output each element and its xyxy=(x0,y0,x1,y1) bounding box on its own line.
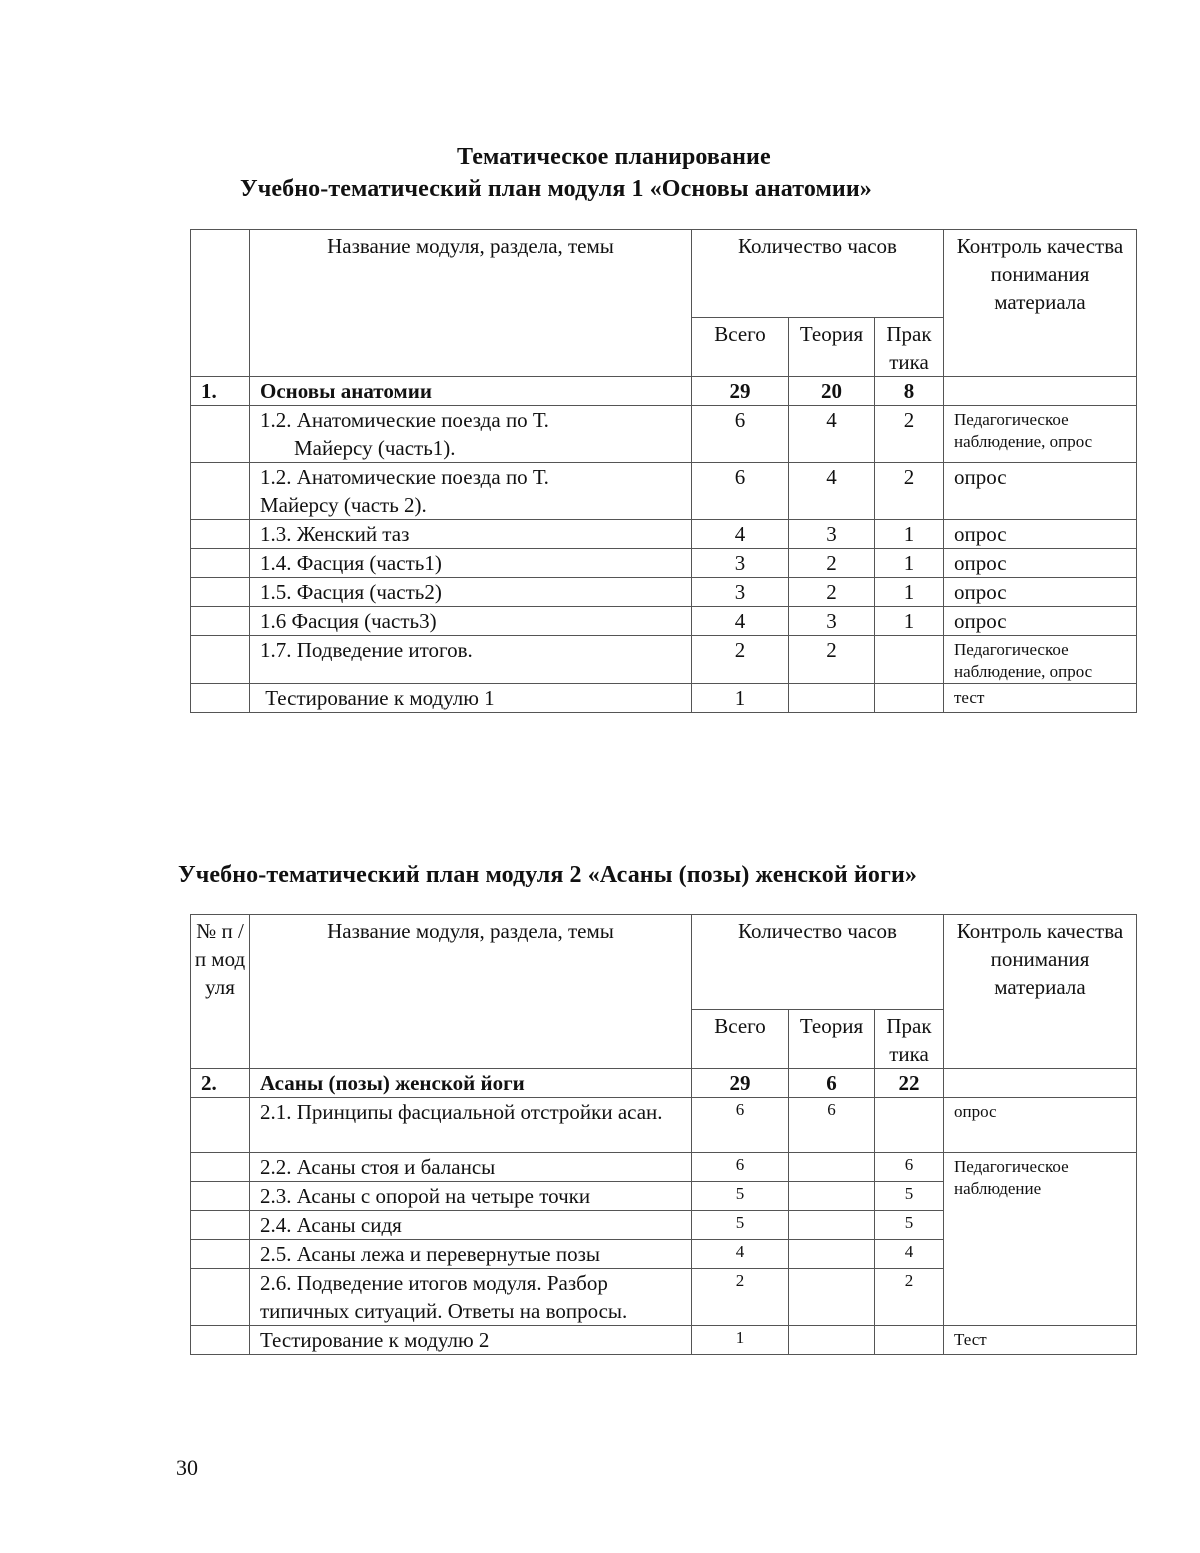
row-name: Тестирование к модулю 1 xyxy=(250,684,692,713)
row-total: 1 xyxy=(692,1326,789,1355)
row-name: 2.2. Асаны стоя и балансы xyxy=(250,1153,692,1182)
row-name: 1.4. Фасция (часть1) xyxy=(250,549,692,578)
table-row xyxy=(191,578,1137,607)
table-row xyxy=(191,636,1137,684)
row-practice xyxy=(875,636,944,684)
table-row xyxy=(191,684,1137,713)
row-total: 6 xyxy=(692,406,789,463)
row-total: 6 xyxy=(692,1153,789,1182)
row-practice xyxy=(875,1098,944,1153)
page-number: 30 xyxy=(176,1455,198,1480)
row-name: 2.1. Принципы фасциальной отстройки асан. xyxy=(250,1098,692,1153)
row-control: опрос xyxy=(944,549,1137,578)
module1-title: Учебно-тематический план модуля 1 «Основы анатомии» xyxy=(240,176,872,202)
row-practice: 1 xyxy=(875,549,944,578)
row-index xyxy=(191,1240,250,1269)
row-name-line1: 1.2. Анатомические поезда по Т. xyxy=(260,408,549,432)
module2-title: Учебно-тематический план модуля 2 «Асаны (позы) женской йоги» xyxy=(178,862,917,888)
summary-name: Основы анатомии xyxy=(250,377,692,406)
row-name xyxy=(250,406,692,463)
row-name: 2.4. Асаны сидя xyxy=(250,1211,692,1240)
header-index: № п /п мод уля xyxy=(191,915,250,1069)
module1-table xyxy=(190,229,1137,713)
row-theory xyxy=(789,684,875,713)
row-index xyxy=(191,406,250,463)
module2-table xyxy=(190,914,1137,1355)
summary-index: 2. xyxy=(191,1069,250,1098)
row-control: опрос xyxy=(944,520,1137,549)
row-total: 4 xyxy=(692,520,789,549)
header-practice: Прак тика xyxy=(875,1010,944,1069)
row-name: 2.3. Асаны с опорой на четыре точки xyxy=(250,1182,692,1211)
summary-name: Асаны (позы) женской йоги xyxy=(250,1069,692,1098)
header-total: Всего xyxy=(692,318,789,377)
row-index xyxy=(191,1182,250,1211)
row-index xyxy=(191,1211,250,1240)
row-name-line1: 1.2. Анатомические поезда по Т. xyxy=(260,465,549,489)
row-index xyxy=(191,549,250,578)
row-practice: 5 xyxy=(875,1182,944,1211)
header-theory: Теория xyxy=(789,318,875,377)
row-name: 2.5. Асаны лежа и перевернутые позы xyxy=(250,1240,692,1269)
header-name: Название модуля, раздела, темы xyxy=(250,230,692,377)
row-index xyxy=(191,463,250,520)
row-total: 4 xyxy=(692,607,789,636)
row-theory xyxy=(789,1182,875,1211)
header-hours: Количество часов xyxy=(692,230,944,318)
row-control: Тест xyxy=(944,1326,1137,1355)
row-theory: 4 xyxy=(789,463,875,520)
table-row xyxy=(191,520,1137,549)
row-practice: 2 xyxy=(875,463,944,520)
header-hours: Количество часов xyxy=(692,915,944,1010)
row-total: 4 xyxy=(692,1240,789,1269)
header-practice: Прак тика xyxy=(875,318,944,377)
row-total: 6 xyxy=(692,1098,789,1153)
row-name: 1.7. Подведение итогов. xyxy=(250,636,692,684)
row-name: 2.6. Подведение итогов модуля. Разбор типичных ситуаций. Ответы на вопросы. xyxy=(250,1269,692,1326)
row-theory: 6 xyxy=(789,1098,875,1153)
row-practice: 6 xyxy=(875,1153,944,1182)
table-row xyxy=(191,406,1137,463)
row-index xyxy=(191,1098,250,1153)
row-control-merged: Педагогическое наблюдение xyxy=(944,1153,1137,1326)
table-row xyxy=(191,463,1137,520)
row-theory: 2 xyxy=(789,578,875,607)
row-index xyxy=(191,1269,250,1326)
row-theory: 3 xyxy=(789,520,875,549)
header-index xyxy=(191,230,250,377)
row-control: опрос xyxy=(944,1098,1137,1153)
row-index xyxy=(191,1326,250,1355)
row-theory: 3 xyxy=(789,607,875,636)
row-name-line2: Майерсу (часть1). xyxy=(294,436,456,460)
row-index xyxy=(191,1153,250,1182)
row-theory: 2 xyxy=(789,549,875,578)
row-control: Педагогическое наблюдение, опрос xyxy=(944,636,1137,684)
summary-practice: 22 xyxy=(875,1069,944,1098)
row-total: 5 xyxy=(692,1182,789,1211)
summary-control xyxy=(944,1069,1137,1098)
row-practice xyxy=(875,684,944,713)
table-row xyxy=(191,1153,1137,1182)
row-practice: 2 xyxy=(875,406,944,463)
row-name: Тестирование к модулю 2 xyxy=(250,1326,692,1355)
table-row xyxy=(191,1326,1137,1355)
row-practice: 1 xyxy=(875,520,944,549)
summary-row xyxy=(191,377,1137,406)
row-practice: 4 xyxy=(875,1240,944,1269)
row-index xyxy=(191,520,250,549)
row-control: опрос xyxy=(944,463,1137,520)
row-control: опрос xyxy=(944,607,1137,636)
row-index xyxy=(191,578,250,607)
summary-row xyxy=(191,1069,1137,1098)
row-theory: 4 xyxy=(789,406,875,463)
table-row xyxy=(191,1098,1137,1153)
row-practice: 1 xyxy=(875,607,944,636)
summary-index: 1. xyxy=(191,377,250,406)
row-name: 1.5. Фасция (часть2) xyxy=(250,578,692,607)
row-practice: 2 xyxy=(875,1269,944,1326)
row-theory xyxy=(789,1211,875,1240)
row-total: 1 xyxy=(692,684,789,713)
row-name xyxy=(250,463,692,520)
summary-theory: 6 xyxy=(789,1069,875,1098)
row-name: 1.6 Фасция (часть3) xyxy=(250,607,692,636)
header-control: Контроль качества понимания материала xyxy=(944,915,1137,1069)
row-control: Педагогическое наблюдение, опрос xyxy=(944,406,1137,463)
row-total: 2 xyxy=(692,1269,789,1326)
row-total: 5 xyxy=(692,1211,789,1240)
row-theory: 2 xyxy=(789,636,875,684)
row-index xyxy=(191,636,250,684)
row-theory xyxy=(789,1326,875,1355)
row-control: опрос xyxy=(944,578,1137,607)
row-name-line2: Майерсу (часть 2). xyxy=(260,493,427,517)
row-name: 1.3. Женский таз xyxy=(250,520,692,549)
summary-total: 29 xyxy=(692,1069,789,1098)
row-total: 3 xyxy=(692,578,789,607)
header-total: Всего xyxy=(692,1010,789,1069)
row-total: 6 xyxy=(692,463,789,520)
row-practice: 5 xyxy=(875,1211,944,1240)
row-index xyxy=(191,607,250,636)
row-total: 2 xyxy=(692,636,789,684)
header-name: Название модуля, раздела, темы xyxy=(250,915,692,1069)
header-theory: Теория xyxy=(789,1010,875,1069)
summary-control xyxy=(944,377,1137,406)
row-theory xyxy=(789,1153,875,1182)
row-practice: 1 xyxy=(875,578,944,607)
row-theory xyxy=(789,1240,875,1269)
table-row xyxy=(191,549,1137,578)
summary-theory: 20 xyxy=(789,377,875,406)
page-title: Тематическое планирование xyxy=(457,144,771,170)
row-theory xyxy=(789,1269,875,1326)
summary-total: 29 xyxy=(692,377,789,406)
summary-practice: 8 xyxy=(875,377,944,406)
row-control: тест xyxy=(944,684,1137,713)
row-index xyxy=(191,684,250,713)
row-total: 3 xyxy=(692,549,789,578)
table-row xyxy=(191,607,1137,636)
row-practice xyxy=(875,1326,944,1355)
header-control: Контроль качества понимания материала xyxy=(944,230,1137,377)
